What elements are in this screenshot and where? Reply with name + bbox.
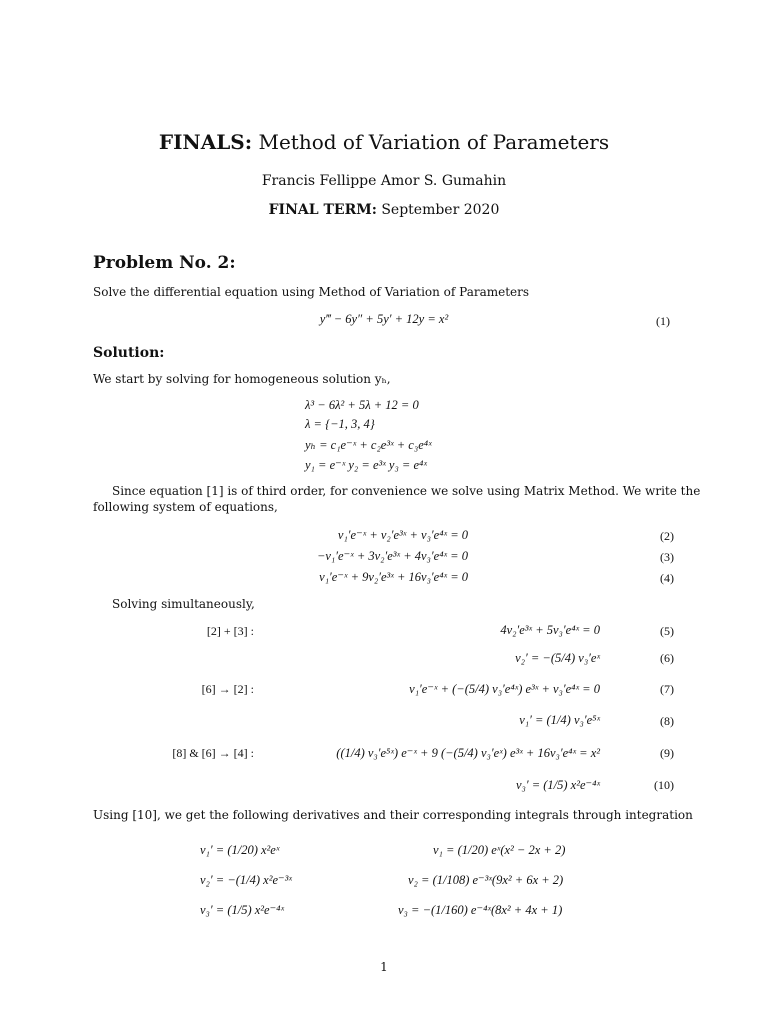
roots: λ = {−1, 3, 4}: [305, 417, 375, 431]
equation-number: (3): [660, 550, 674, 564]
integral-v3: v₃ = −(1/160) e⁻⁴ˣ(8x² + 4x + 1): [398, 903, 563, 917]
problem-text: Solve the differential equation using Method of Variation of Parameters: [93, 285, 530, 299]
equation-number: (1): [656, 314, 670, 328]
derivative-v2: v₂′ = −(1/4) x²e⁻³ˣ: [200, 873, 292, 887]
step-equation-7: v₁′e⁻ˣ + (−(5/4) v₃′e⁴ˣ) e³ˣ + v₃′e⁴ˣ = 0: [409, 682, 600, 696]
step-label: [8] & [6] → [4] :: [172, 746, 254, 760]
equation-number: (7): [660, 682, 674, 696]
term-line: [0, 202, 768, 218]
step-equation-6: v₂′ = −(5/4) v₃′eˣ: [515, 651, 600, 665]
main-equation: y‴ − 6y″ + 5y′ + 12y = x²: [319, 312, 449, 326]
author: Francis Fellippe Amor S. Gumahin: [261, 173, 507, 189]
step-equation-10: v₃′ = (1/5) x²e⁻⁴ˣ: [515, 778, 600, 792]
derivative-v1: v₁′ = (1/20) x²eˣ: [200, 843, 280, 857]
integral-v1: v₁ = (1/20) eˣ(x² − 2x + 2): [433, 843, 566, 857]
step-equation-9: ((1/4) v₃′e⁵ˣ) e⁻ˣ + 9 (−(5/4) v₃′eˣ) e³ˣ + 16v₃′e⁴ˣ = x²: [336, 746, 600, 760]
title-bold: FINALS:: [158, 130, 253, 154]
step-equation-8: v₁′ = (1/4) v₃′e⁵ˣ: [519, 713, 600, 727]
page-number: 1: [380, 960, 388, 974]
solution-heading: Solution:: [93, 345, 165, 361]
equation-number: (6): [660, 651, 674, 665]
step-equation-5: 4v₂′e³ˣ + 5v₃′e⁴ˣ = 0: [500, 623, 600, 637]
title-rest: Method of Variation of Parameters: [252, 130, 610, 154]
equation-number: (10): [654, 778, 674, 792]
equation-number: (8): [660, 714, 674, 728]
term-bold: FINAL TERM:: [268, 202, 377, 218]
system-equation-3: −v₁′e⁻ˣ + 3v₂′e³ˣ + 4v₃′e⁴ˣ = 0: [316, 549, 468, 563]
derivative-v3: v₃′ = (1/5) x²e⁻⁴ˣ: [200, 903, 285, 917]
characteristic-equation: λ³ − 6λ² + 5λ + 12 = 0: [305, 398, 419, 412]
system-equation-2: v₁′e⁻ˣ + v₂′e³ˣ + v₃′e⁴ˣ = 0: [337, 528, 468, 542]
simultaneous-text: Solving simultaneously,: [112, 597, 255, 611]
integral-v2: v₂ = (1/108) e⁻³ˣ(9x² + 6x + 2): [408, 873, 564, 887]
problem-heading: Problem No. 2:: [93, 253, 236, 273]
derivatives-intro: Using [10], we get the following derivatives and their corresponding integrals through integration: [93, 808, 693, 822]
equation-number: (2): [660, 529, 674, 543]
homogeneous-solution: yₕ = c₁e⁻ˣ + c₂e³ˣ + c₃e⁴ˣ: [305, 438, 432, 452]
term-rest: September 2020: [376, 202, 500, 218]
basis-functions: y₁ = e⁻ˣ y₂ = e³ˣ y₃ = e⁴ˣ: [305, 458, 427, 472]
system-equation-4: v₁′e⁻ˣ + 9v₂′e³ˣ + 16v₃′e⁴ˣ = 0: [319, 570, 468, 584]
matrix-intro-line-2: following system of equations,: [93, 500, 278, 514]
document-title: [0, 130, 768, 154]
equation-number: (4): [660, 571, 674, 585]
matrix-intro-line-1: Since equation [1] is of third order, for convenience we solve using Matrix Method. We write the: [112, 484, 701, 498]
homogeneous-intro: We start by solving for homogeneous solution yₕ,: [93, 372, 391, 386]
step-label: [2] + [3] :: [206, 624, 254, 638]
equation-number: (5): [660, 624, 674, 638]
step-label: [6] → [2] :: [201, 682, 254, 696]
equation-number: (9): [660, 746, 674, 760]
